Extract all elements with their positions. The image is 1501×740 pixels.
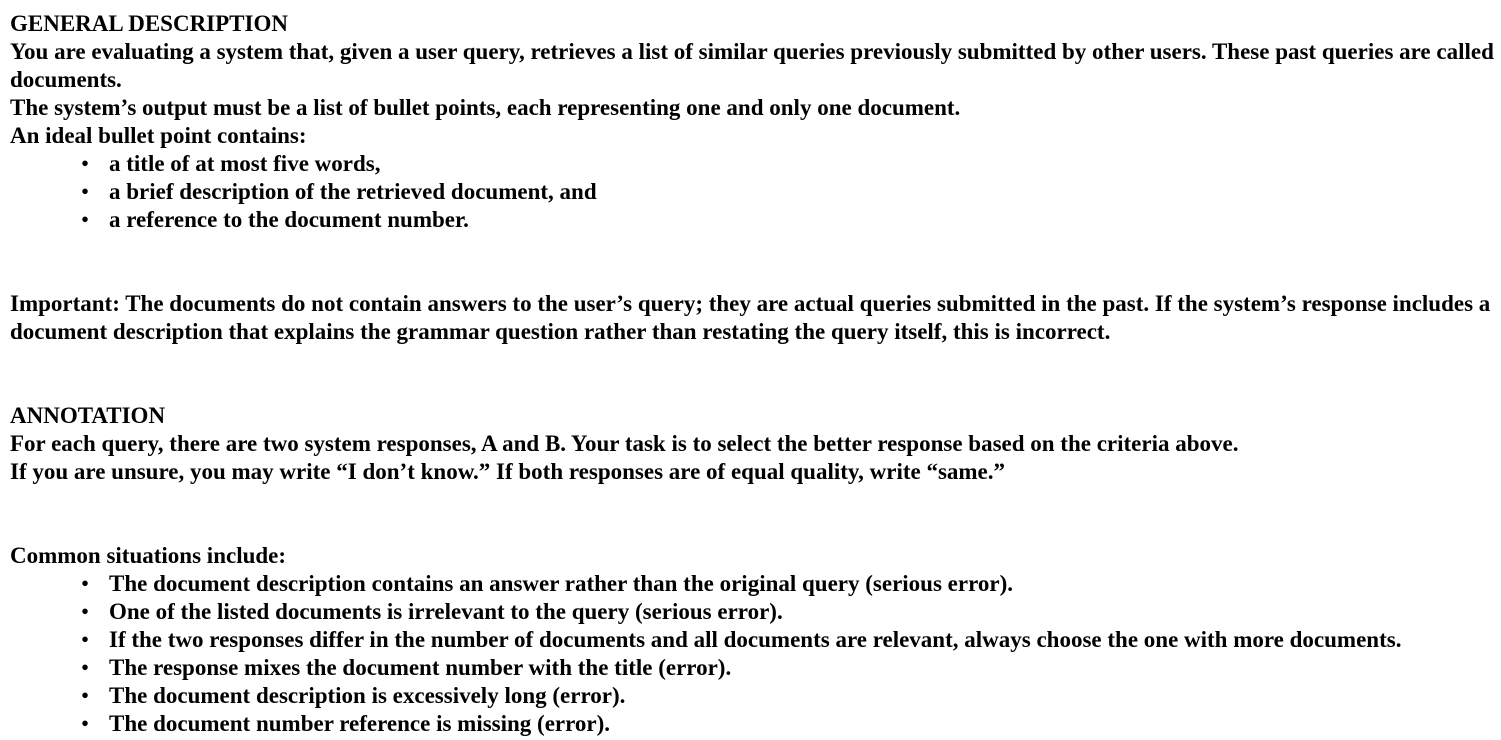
spacer	[10, 346, 1495, 402]
list-item	[10, 682, 1495, 710]
list-item-text: a reference to the document number.	[109, 207, 469, 232]
annotation-paragraph-unsure: If you are unsure, you may write “I don’t know.” If both responses are of equal quality, write “same.”	[10, 459, 1006, 484]
bullet-icon: •	[81, 683, 90, 708]
general-description-heading: GENERAL DESCRIPTION	[10, 11, 288, 36]
list-item-text: The document description is excessively long (error).	[109, 683, 626, 708]
list-item	[10, 626, 1495, 654]
common-situations-intro: Common situations include:	[10, 543, 287, 568]
list-item-text: One of the listed documents is irrelevant to the query (serious error).	[109, 599, 783, 624]
list-item	[10, 654, 1495, 682]
list-item-text: a brief description of the retrieved document, and	[109, 179, 597, 204]
annotation-heading: ANNOTATION	[10, 403, 166, 428]
list-item	[10, 598, 1495, 626]
important-note: Important: The documents do not contain answers to the user’s query; they are actual queries submitted in the past. If the system’s response includes a document description that explains the grammar question rather than restating the query itself, this is incorrect.	[10, 291, 1491, 344]
general-paragraph-system: You are evaluating a system that, given a user query, retrieves a list of similar queries previously submitted by other users. These past queries are called documents.	[10, 39, 1494, 92]
bullet-icon: •	[81, 599, 90, 624]
bullet-icon: •	[81, 711, 90, 736]
general-paragraph-ideal: An ideal bullet point contains:	[10, 123, 307, 148]
list-item	[10, 710, 1495, 738]
bullet-icon: •	[81, 179, 90, 204]
list-item-text: The response mixes the document number with the title (error).	[109, 655, 732, 680]
annotation-section	[10, 402, 1495, 486]
ideal-bullet-list	[10, 150, 1495, 234]
common-situations-section	[10, 542, 1495, 738]
list-item-text: If the two responses differ in the number of documents and all documents are relevant, always choose the one with more documents.	[109, 627, 1402, 652]
list-item-text: a title of at most five words,	[109, 151, 381, 176]
general-paragraph-output: The system’s output must be a list of bullet points, each representing one and only one document.	[10, 95, 961, 120]
list-item-text: The document number reference is missing (error).	[109, 711, 611, 736]
spacer	[10, 486, 1495, 542]
bullet-icon: •	[81, 151, 90, 176]
list-item	[10, 570, 1495, 598]
bullet-icon: •	[81, 627, 90, 652]
list-item	[10, 178, 1495, 206]
spacer	[10, 234, 1495, 290]
annotation-paragraph-task: For each query, there are two system responses, A and B. Your task is to select the better response based on the criteria above.	[10, 431, 1239, 456]
bullet-icon: •	[81, 571, 90, 596]
important-section	[10, 290, 1495, 346]
bullet-icon: •	[81, 207, 90, 232]
general-description-section	[10, 10, 1495, 234]
common-situations-list	[10, 570, 1495, 738]
instructions-document	[10, 10, 1495, 738]
list-item-text: The document description contains an answer rather than the original query (serious error).	[109, 571, 1013, 596]
list-item	[10, 150, 1495, 178]
bullet-icon: •	[81, 655, 90, 680]
list-item	[10, 206, 1495, 234]
